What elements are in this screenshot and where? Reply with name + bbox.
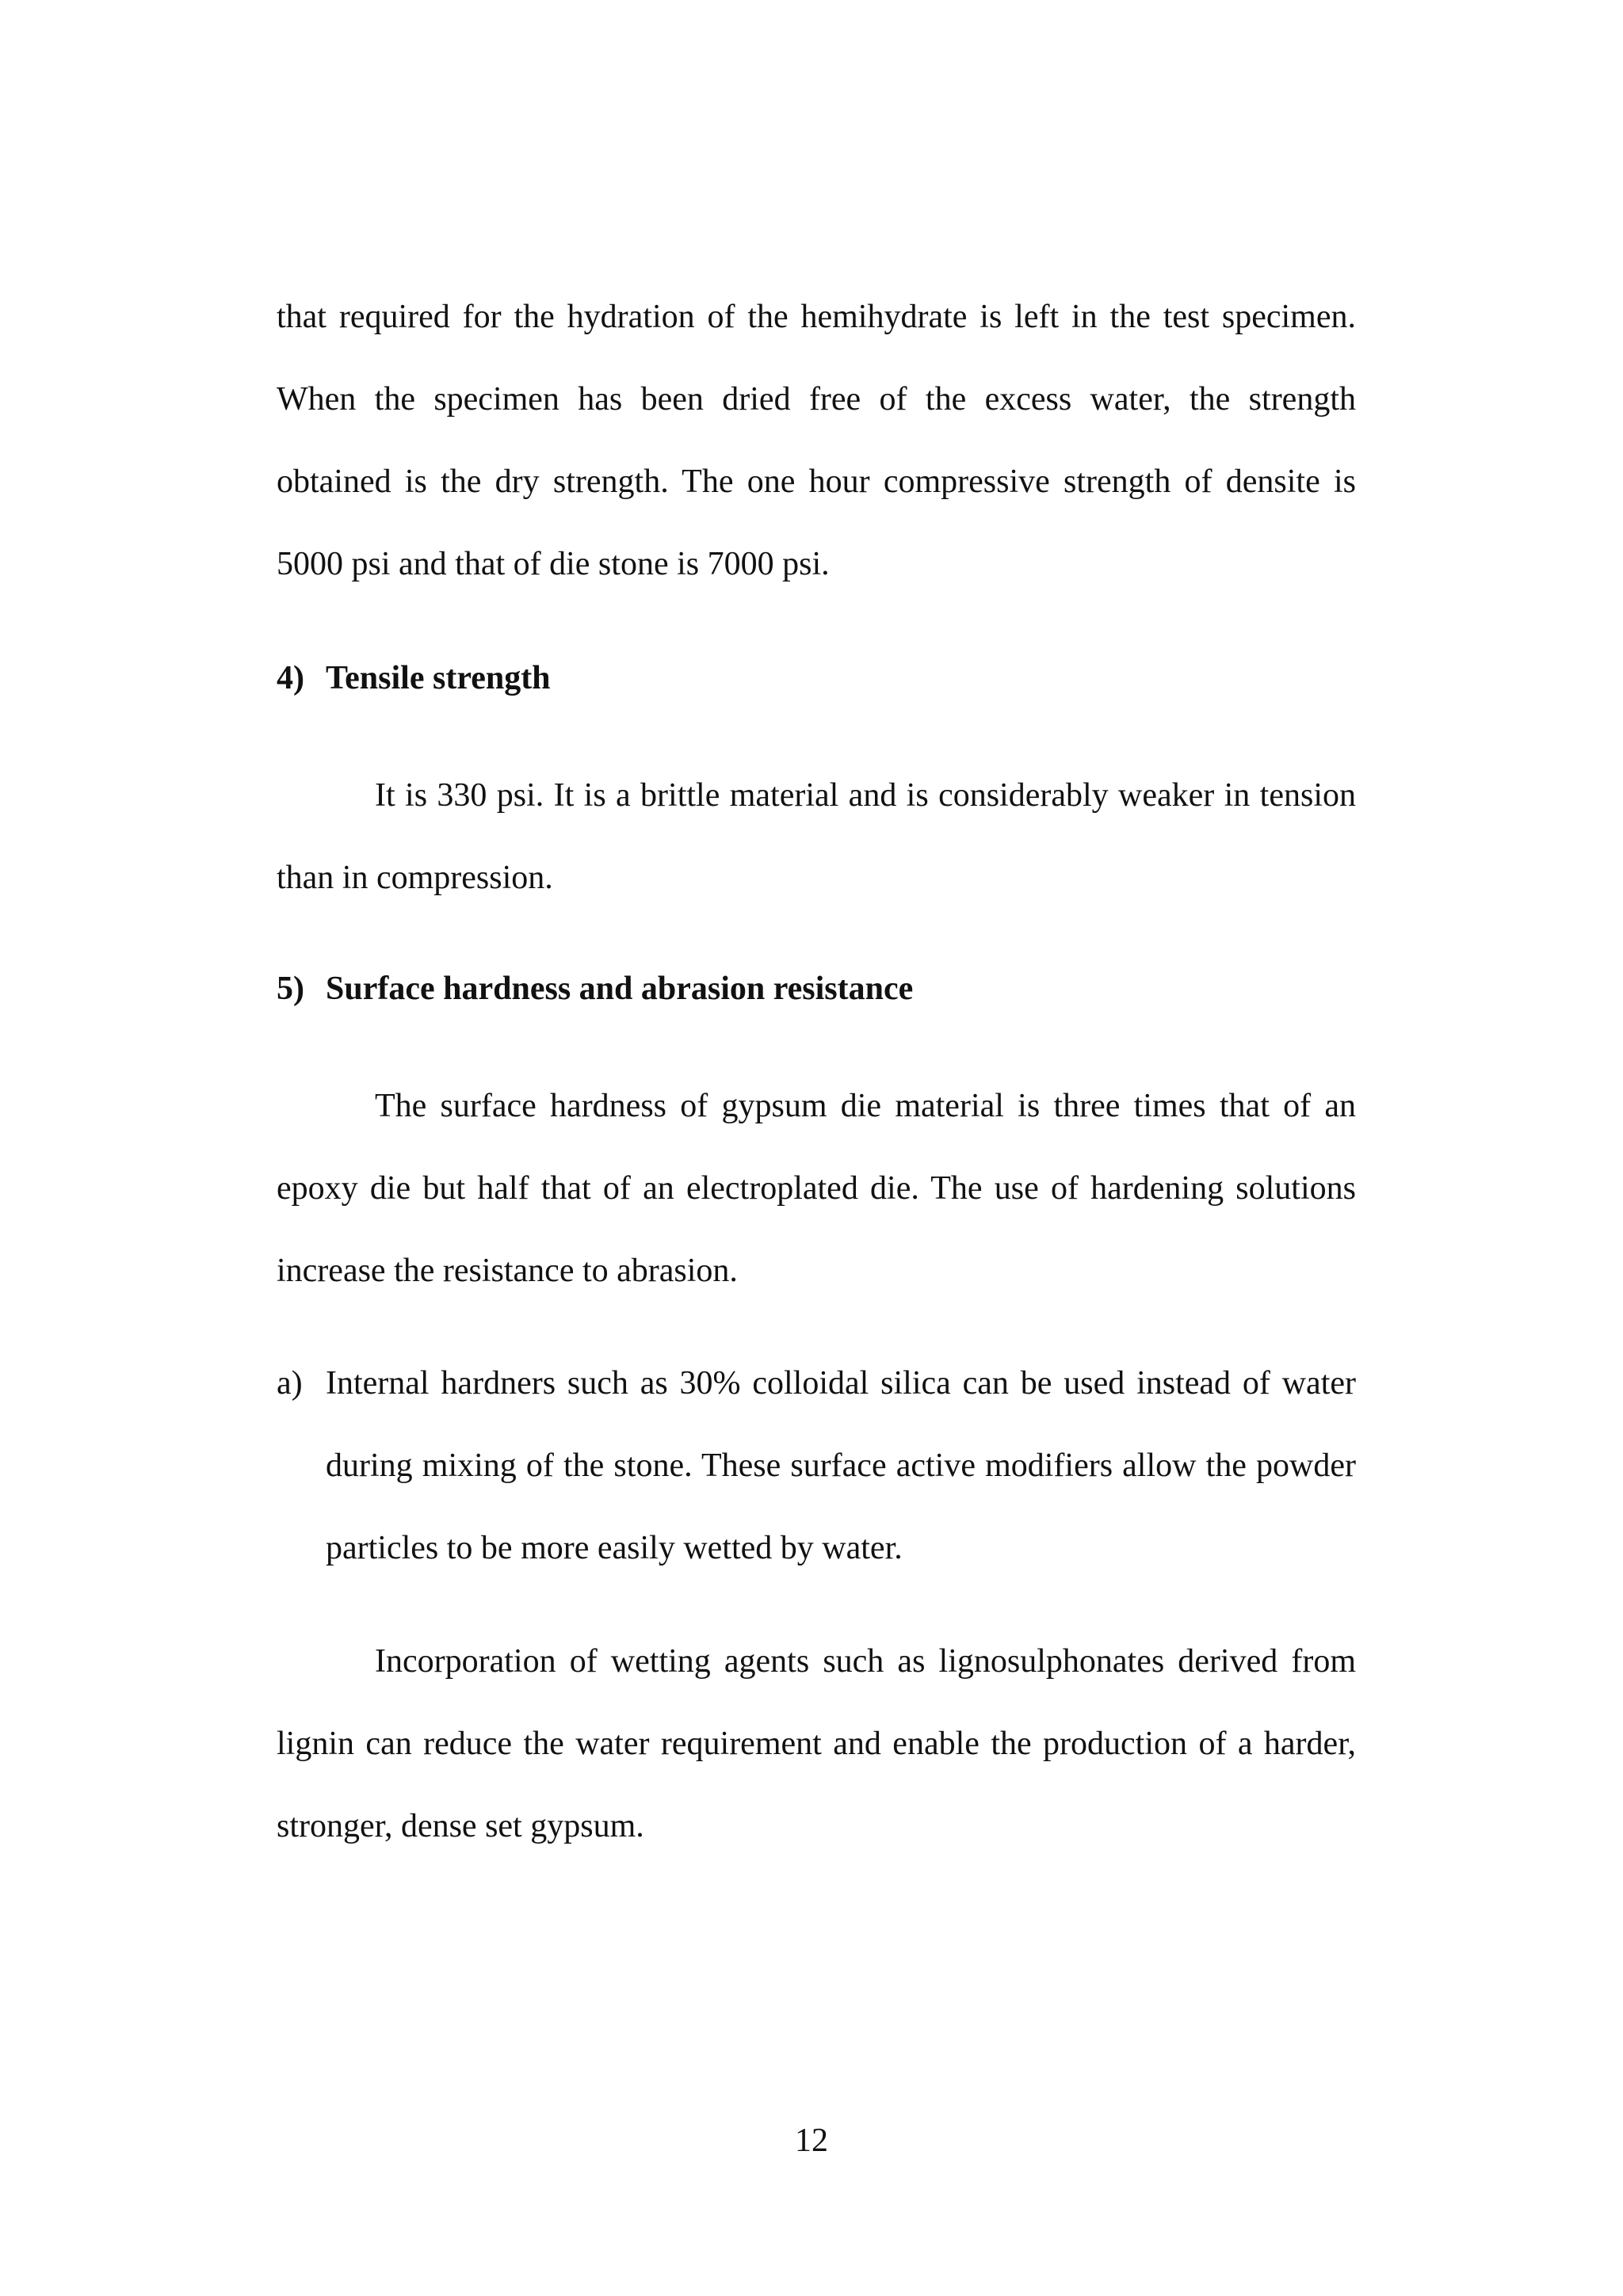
section-number: 4) (277, 660, 304, 696)
paragraph-surface-hardness: The surface hardness of gypsum die material is three times that of an epoxy die but half that of an electroplated die. The use of hardening solutions increase the resistance to abrasion. (277, 1088, 1356, 1289)
list-marker: a) (277, 1365, 303, 1402)
section-title: Surface hardness and abrasion resistance (326, 971, 914, 1007)
section-title: Tensile strength (326, 660, 551, 696)
list-item (277, 1342, 1356, 1589)
paragraph-tensile-strength: It is 330 psi. It is a brittle material and is considerably weaker in tension than in compression. (277, 777, 1356, 896)
section-heading-tensile-strength (277, 654, 551, 702)
section-heading-surface-hardness (277, 965, 913, 1013)
section-number: 5) (277, 971, 304, 1007)
page-number: 12 (795, 2122, 828, 2159)
list-item-text: Internal hardners such as 30% colloidal silica can be used instead of water during mixing of the stone. These surface active modifiers allow the powder particles to be more easily wetted by water. (326, 1365, 1356, 1566)
paragraph-continued: that required for the hydration of the hemihydrate is left in the test specimen. When the specimen has been dried free of the excess water, the strength obtained is the dry strength. The one hour compressive strength of densite is 5000 psi and that of die stone is 7000 psi. (277, 299, 1356, 582)
paragraph-wetting-agents: Incorporation of wetting agents such as lignosulphonates derived from lignin can reduce the water requirement and enable the production of a harder, stronger, dense set gypsum. (277, 1643, 1356, 1844)
